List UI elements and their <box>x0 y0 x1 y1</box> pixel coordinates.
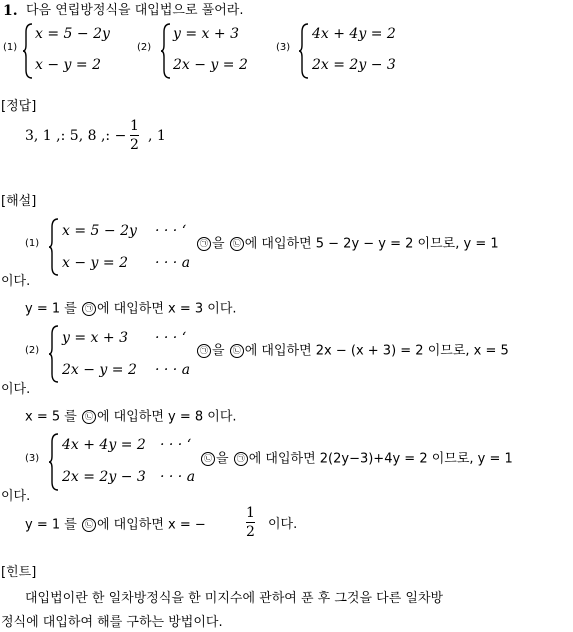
sol1-label: (1) <box>25 238 40 249</box>
sol2-line2: x = 5 를 ㉡ 에 대입하면 y = 8 이다. <box>25 409 237 425</box>
sol3-cont: 이다. <box>1 489 31 504</box>
answer-frac-den: 2 <box>130 137 139 153</box>
hint-heading: [힌트] <box>1 565 37 580</box>
circled-2-icon: ㉡ <box>201 452 215 466</box>
sol3-fraction <box>246 506 255 539</box>
hint-line1: 대입법이란 한 일차방정식을 한 미지수에 관하여 푼 후 그것을 다른 일차방 <box>25 591 444 606</box>
sol3-line2: y = 1 를 ㉡ 에 대입하면 x = − <box>25 517 206 533</box>
sol1-eq1-tag: · · · ‘ <box>155 223 187 239</box>
sol2-brace <box>48 324 60 384</box>
part1-label: (1) <box>3 42 18 53</box>
part1-eq1: x = 5 − 2y <box>35 26 110 42</box>
sol3-substitution: ㉡ 을 ㉠ 에 대입하면 2(2y−3)+4y = 2 이므로, y = 1 <box>200 452 513 466</box>
circled-1-icon: ㉠ <box>197 344 211 358</box>
circled-2-icon: ㉡ <box>82 518 96 532</box>
sol3-eq2-tag: · · · a <box>160 469 196 485</box>
circled-2-icon: ㉡ <box>82 410 96 424</box>
part3-eq2: 2x = 2y − 3 <box>312 57 396 73</box>
part1-eq2: x − y = 2 <box>35 57 101 73</box>
sol1-cont: 이다. <box>1 274 31 289</box>
circled-2-icon: ㉡ <box>230 344 244 358</box>
sol2-label: (2) <box>25 345 40 356</box>
sol3-brace <box>48 432 60 492</box>
sol3-eq1: 4x + 4y = 2 <box>62 437 146 453</box>
hint-line2: 정식에 대입하여 해를 구하는 방법이다. <box>1 615 223 630</box>
sol3-frac-num: 1 <box>246 505 255 521</box>
answer-text: 3, 1 ,: 5, 8 ,: − <box>25 128 127 144</box>
sol1-eq2-tag: · · · a <box>155 255 191 271</box>
sol3-line2-post: 이다. <box>268 517 298 532</box>
sol3-frac-den: 2 <box>246 524 255 540</box>
sol1-substitution: ㉠ 을 ㉡ 에 대입하면 5 − 2y − y = 2 이므로, y = 1 <box>196 237 499 251</box>
sol2-eq2: 2x − y = 2 <box>62 362 137 378</box>
sol2-eq1: y = x + 3 <box>62 330 128 346</box>
problem-text: 다음 연립방정식을 대입법으로 풀어라. <box>26 3 244 18</box>
sol1-eq1: x = 5 − 2y <box>62 223 137 239</box>
problem-number: 1. <box>3 3 18 19</box>
part3-label: (3) <box>276 42 291 53</box>
answer-text-post: , 1 <box>148 128 166 144</box>
sol3-label: (3) <box>25 453 40 464</box>
sol1-brace <box>48 217 60 277</box>
answer-fraction <box>130 119 139 152</box>
part2-label: (2) <box>137 42 152 53</box>
circled-1-icon: ㉠ <box>197 237 211 251</box>
part3-eq1: 4x + 4y = 2 <box>312 26 396 42</box>
circled-1-icon: ㉠ <box>82 302 96 316</box>
part2-eq1: y = x + 3 <box>173 26 239 42</box>
sol1-line2: y = 1 를 ㉠ 에 대입하면 x = 3 이다. <box>25 301 237 317</box>
circled-2-icon: ㉡ <box>230 237 244 251</box>
solution-heading: [해설] <box>1 194 37 209</box>
part2-brace <box>160 22 172 80</box>
part3-brace <box>298 22 310 80</box>
sol3-eq2: 2x = 2y − 3 <box>62 469 146 485</box>
sol2-cont: 이다. <box>1 382 31 397</box>
circled-1-icon: ㉠ <box>234 452 248 466</box>
part1-brace <box>22 22 34 80</box>
answer-heading: [정답] <box>1 99 37 114</box>
sol2-eq1-tag: · · · ‘ <box>155 330 187 346</box>
sol3-eq1-tag: · · · ‘ <box>160 437 192 453</box>
sol2-eq2-tag: · · · a <box>155 362 191 378</box>
sol1-eq2: x − y = 2 <box>62 255 128 271</box>
part2-eq2: 2x − y = 2 <box>173 57 248 73</box>
answer-frac-num: 1 <box>130 118 139 134</box>
sol2-substitution: ㉠ 을 ㉡ 에 대입하면 2x − (x + 3) = 2 이므로, x = 5 <box>196 344 509 358</box>
